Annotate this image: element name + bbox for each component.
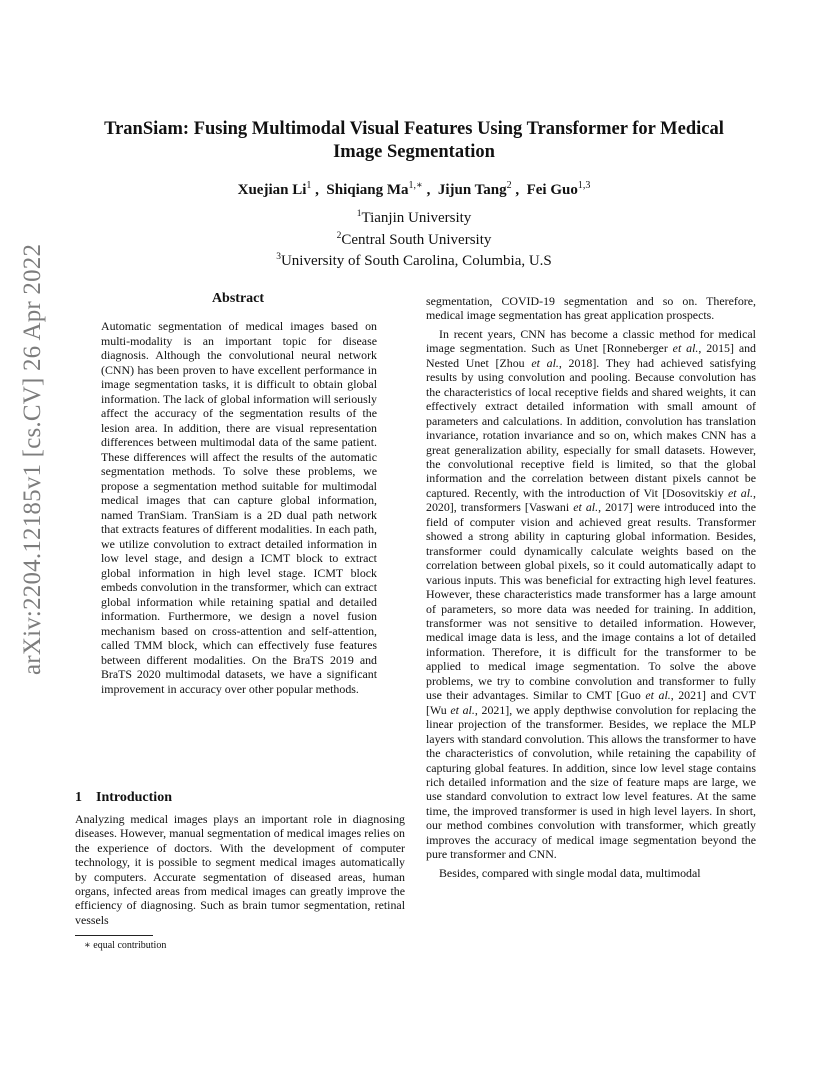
affiliation: $^1$Tianjin University — [356, 209, 472, 226]
section-heading-introduction — [75, 790, 405, 806]
author-affil-mark: 1 — [306, 180, 312, 191]
affiliation-list — [80, 206, 748, 271]
section-number: 1 — [75, 790, 82, 805]
footnote-divider — [75, 935, 153, 936]
author-list: Xuejian Li$^1$ , Shiqiang $Ma^{1,∗}$ , Jijun Tang$^2$ , Fei Guo$^{1,3}$ — [237, 180, 591, 198]
author-name: Shiqiang Ma — [326, 182, 409, 198]
intro-paragraph-left: Analyzing medical images plays an important role in diagnosing diseases. However, manual segmentation of medical images relies on the experience of doctors. With the development of computer technology, it is possible to segment medical images automatically by computers. Accurate segmentation of diseased areas, human organs, infected areas from medical images can greatly improve the efficiency of diagnosing. Such as brain tumor segmentation, retinal vessels — [75, 812, 405, 927]
author-name: Xuejian Li — [237, 182, 307, 198]
author-affil-mark: 1,∗ — [408, 180, 423, 191]
paper-title: TranSiam: Fusing Multimodal Visual Features Using Transformer for Medical Image Segmentation — [104, 119, 724, 162]
author-name: Jijun Tang — [437, 182, 507, 198]
affiliation: $^3$University of South Carolina, Columbia, U.S — [276, 252, 552, 269]
right-column — [426, 294, 756, 880]
footnote: ∗ equal contribution — [84, 940, 167, 951]
arxiv-side-stamp: arXiv:2204.12185v1 [cs.CV] 26 Apr 2022 — [19, 243, 46, 675]
abstract-heading: Abstract — [211, 291, 265, 306]
intro-paragraph: segmentation, COVID-19 segmentation and so on. Therefore, medical image segmentation has great application prospects. — [426, 294, 756, 323]
section-title: Introduction — [96, 790, 172, 805]
abstract-text: Automatic segmentation of medical images based on multi-modality is an important topic for disease diagnosis. Although the convolutional neural network (CNN) has been proven to have excellent performance in image segmentation tasks, it is difficult to obtain global information. The lack of global information will seriously affect the accuracy of the segmentation results of the lesion area. In addition, there are visual representation differences between multimodal data of the same patient. These differences will affect the results of the automatic segmentation methods. To solve these problems, we propose a segmentation method suitable for multimodal medical images that can capture global information, named TranSiam. TranSiam is a 2D dual path network that extracts features of different modalities. In each path, we utilize convolution to extract detailed information in low level stage, and design a ICMT block to extract global information in high level stage. ICMT block embeds convolution in the transformer, which can extract global information while retaining spatial and detailed information. Furthermore, we design a novel fusion mechanism based on cross-attention and self-attention, called TMM block, which can effectively fuse features between different modalities. On the BraTS 2019 and BraTS 2020 multimodal datasets, we have a significant improvement in accuracy over other popular methods. — [101, 319, 377, 696]
author-affil-mark: 1,3 — [577, 180, 591, 191]
intro-paragraph: Besides, compared with single modal data, multimodal — [439, 865, 701, 880]
author-affil-mark: 2 — [506, 180, 512, 191]
author-name: Fei Guo — [526, 182, 578, 198]
affiliation: $^2$Central South University — [336, 230, 492, 248]
intro-paragraph: In recent years, CNN has become a classic method for medical image segmentation. Such as Unet [Ronneberger et al., 2015] and Nested Unet [Zhou et al., 2018]. They had achieved satisfying results by using convolution and pooling. Because convolution has the characteristics of local receptive fields and shared weights, it can effectively extract detailed information with small amount of parameters and calculations. In addition, convolution has translation invariance, rotation invariance and so on, which makes CNN has a great generalization ability, especially for small datasets. However, the convolutional receptive field is limited, so that the global information and the correlation between distant pixels cannot be captured. Recently, with the introduction of Vit [Dosovitskiy et al., 2020], transformers [Vaswani et al., 2017] were introduced into the field of computer vision and achieved great results. Transformer showed a strong ability in capturing global information. Besides, transformer could dynamically calculate weights based on the correlation between global pixels, so it could automatically adapt to various inputs. This was beneficial for extracting high level features. However, these characteristics made transformer has a large amount of parameters, so more data was needed for training. In addition, transformer was not sensitive to detailed information. However, medical image data is less, and the image contains a lot of detailed information. Therefore, it is difficult for the transformer to be applied to medical image segmentation. To solve the above problems, we try to combine convolution and transformer to fully use their advantages. Similar to CMT [Guo et al., 2021] and CVT [Wu et al., 2021], we apply depthwise convolution for replacing the linear projection of the transformer. Besides, we replace the MLP layers with standard convolution. This allows the transformer to have the characteristics of convolution, while retaining the capability of capturing global features. In addition, since low level stage contains rich detailed information and the size of feature maps are large, we use standard convolution to extract low level features. At the same time, the improved transformer is used in high level layers. In short, our method combines convolution with transformer, which greatly improves the accuracy of medical image segmentation beyond the pure transformer and CNN. — [426, 326, 757, 862]
